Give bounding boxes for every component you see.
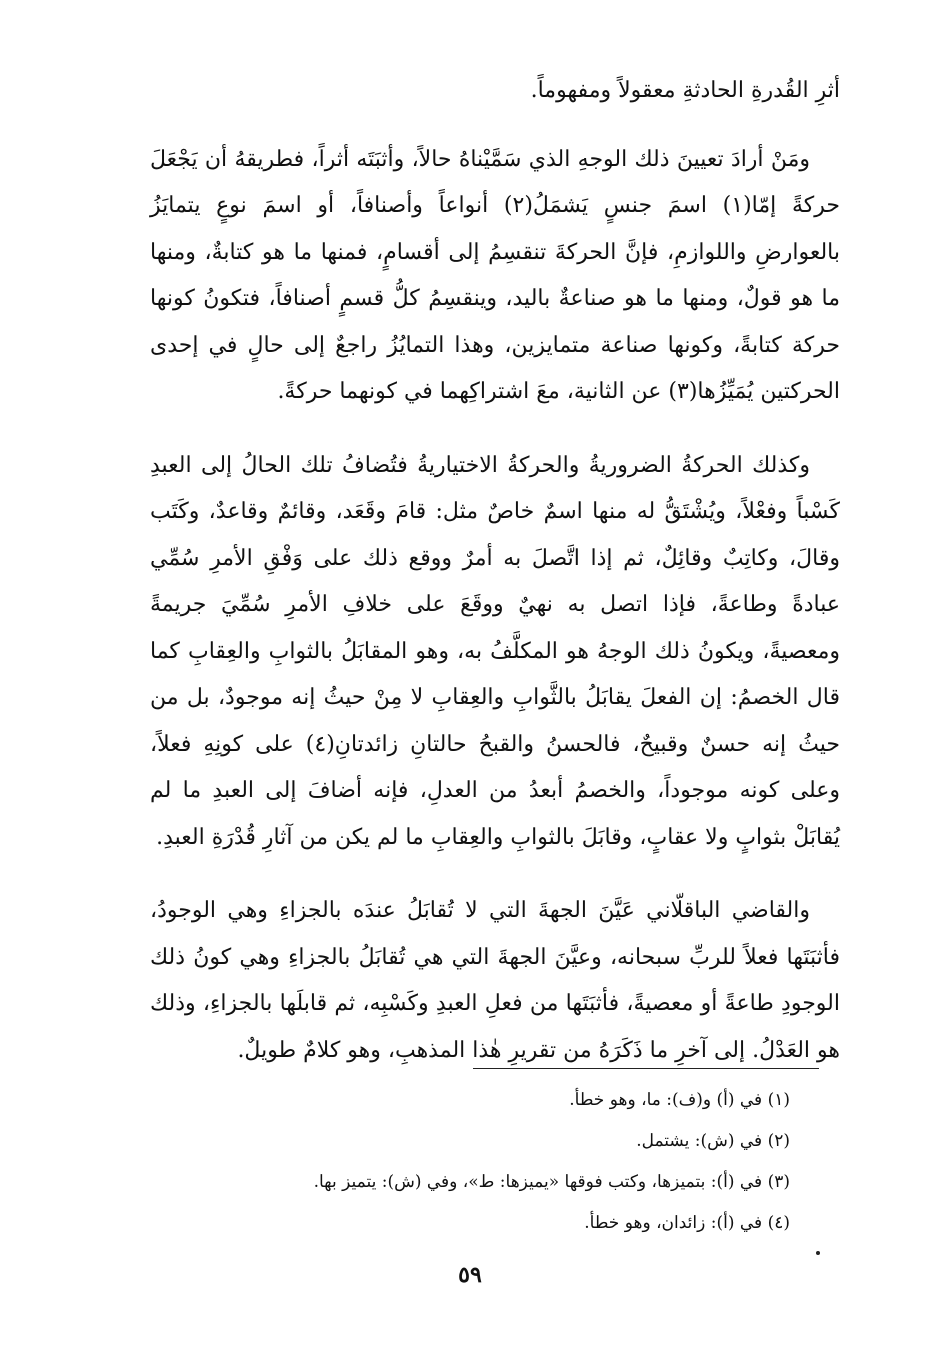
page-number: ٥٩ — [458, 1262, 482, 1288]
footnote-4: (٤) في (أ): زائدان، وهو خطأ. — [584, 1213, 790, 1233]
main-text — [150, 68, 840, 1074]
ink-dot — [816, 1251, 820, 1255]
footnote-2: (٢) في (ش): يشتمل. — [636, 1131, 790, 1151]
paragraph-3: والقاضي الباقلّاني عَيَّنَ الجهةَ التي لا تُقابَلُ عندَه بالجزاءِ وهي الوجودُ، فأثبَتَها فعلاً للربِّ سبحانه، وعيَّنَ الجهةَ التي هي تُقابَلُ بالجزاءِ وهي كونُ ذلك الوجودِ طاعةً أو معصيةً، فأثبَتَها من فعلِ العبدِ وكَسْبِه، ثم قابلَها بالجزاءِ، وذلك هو العَدْلُ. إلى آخرِ ما ذَكَرَهُ من تقريرِ هٰذا المذهبِ، وهو كلامٌ طويلٌ. — [150, 898, 840, 1063]
paragraph-continuation: أثرِ القُدرةِ الحادثةِ معقولاً ومفهوماً. — [530, 78, 840, 103]
footnotes — [200, 1080, 790, 1244]
paragraph-1: ومَنْ أرادَ تعيينَ ذلك الوجهِ الذي سَمَّيْناهُ حالاً، وأثبَتَه أثراً، فطريقهُ أن يَجْعَلَ حركةً إمّا(١) اسمَ جنسٍ يَشمَلُ(٢) أنواعاً وأصنافاً، أو اسمَ نوعٍ يتمايَزُ بالعوارضِ واللوازمِ، فإنَّ الحركةَ تنقسِمُ إلى أقسامٍ، فمنها ما هو كتابةٌ، ومنها ما هو قولٌ، ومنها ما هو صناعةٌ باليد، وينقسِمُ كلُّ قسمٍ أصنافاً، فتكونُ كونها حركة كتابةً، وكونها صناعة متمايزين، وهذا التمايُزُ راجعٌ إلى حالٍ في إحدى الحركتين يُمَيِّزُها(٣) عن الثانية، معَ اشتراكِهما في كونهما حركةً. — [150, 146, 841, 404]
paragraph-2: وكذلك الحركةُ الضروريةُ والحركةُ الاختياريةُ فتُضافُ تلك الحالُ إلى العبدِ كَسْباً وفعْلاً، ويُشْتَقُّ له منها اسمٌ خاصٌ مثل: قامَ وقَعَد، وقائمٌ وقاعدٌ، وكَتَب وقالَ، وكاتِبٌ وقائِلٌ، ثم إذا اتَّصلَ به أمرٌ ووقع ذلك على وَفْقِ الأمرِ سُمِّي عبادةً وطاعةً، فإذا اتصل به نهيٌ ووقَعَ على خلافِ الأمرِ سُمِّيَ جريمةً ومعصيةً، ويكونُ ذلك الوجهُ هو المكلَّفُ به، وهو المقابَلُ بالثوابِ والعِقابِ كما قال الخصمُ: إن الفعلَ يقابَلُ بالثَّوابِ والعِقابِ لا مِنْ حيثُ إنه موجودٌ، بل من حيثُ إنه حسنٌ وقبيحٌ، فالحسنُ والقبحُ حالتانِ زائدتانِ(٤) على كونِهِ فعلاً، وعلى كونه موجوداً، والخصمُ أبعدُ من العدلِ، فإنه أضافَ إلى العبدِ ما لم يُقابَلْ بثوابٍ ولا عقابٍ، وقابَلَ بالثوابِ والعِقابِ ما لم يكن من آثارِ قُدْرَةِ العبدِ. — [150, 452, 840, 850]
footnote-separator — [473, 1068, 819, 1069]
footnote-3: (٣) في (أ): بتميزها، وكتب فوقها «يميزها: ط»، وفي (ش): يتميز بها. — [313, 1172, 790, 1192]
footnote-1: (١) في (أ) و(ف): ما، وهو خطأ. — [569, 1090, 790, 1110]
